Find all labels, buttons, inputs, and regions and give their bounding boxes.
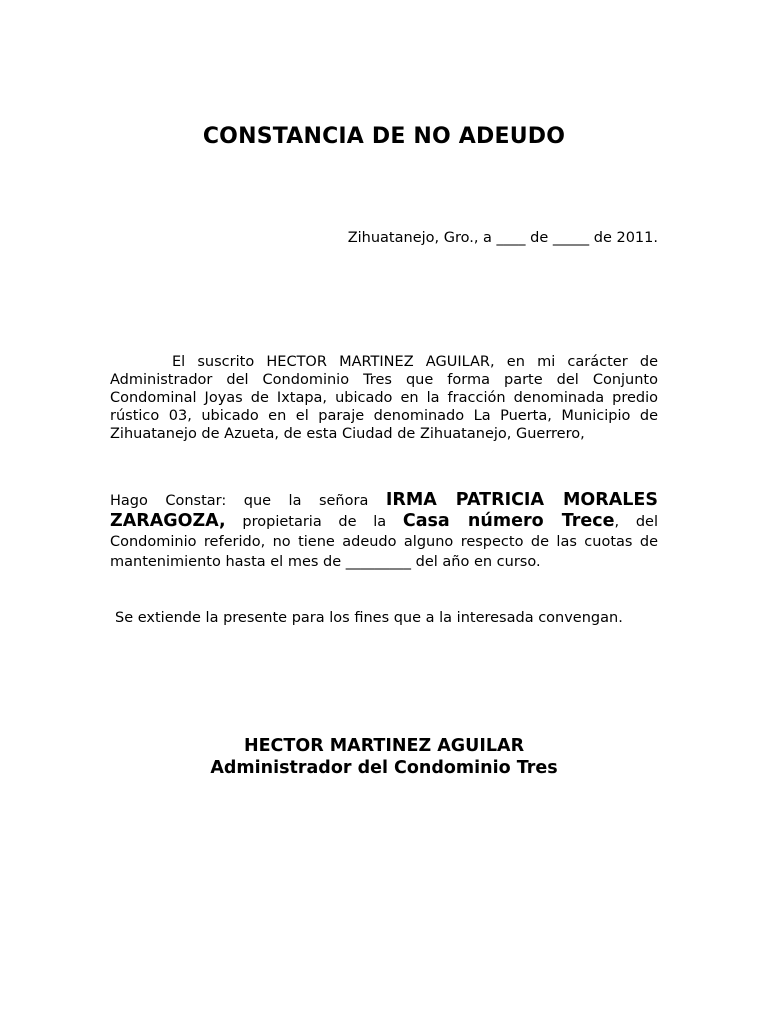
paragraph-closing: Se extiende la presente para los fines que a la interesada convengan. bbox=[115, 610, 623, 626]
paragraph-certification bbox=[110, 490, 658, 572]
signature-name: HECTOR MARTINEZ AGUILAR bbox=[243, 736, 525, 756]
dateline: Zihuatanejo, Gro., a ____ de _____ de 2011. bbox=[347, 230, 658, 246]
document-title: CONSTANCIA DE NO ADEUDO bbox=[202, 124, 566, 149]
signature-block bbox=[0, 735, 768, 779]
certification-lead: Hago Constar: que la señora bbox=[110, 493, 386, 509]
property-name: Casa número Trece bbox=[402, 511, 615, 531]
certification-tail: , del Condominio referido, no tiene adeudo alguno respecto de las cuotas de mantenimiento hasta el mes de _________ del año en curso. bbox=[110, 514, 658, 570]
paragraph-introduction: El suscrito HECTOR MARTINEZ AGUILAR, en mi carácter de Administrador del Condominio Tres que forma parte del Conjunto Condominal Joyas de Ixtapa, ubicado en la fracción denominada predio rústico 03, ubicado en el paraje denominado La Puerta, Municipio de Zihuatanejo de Azueta, de esta Ciudad de Zihuatanejo, Guerrero, bbox=[110, 354, 658, 442]
owner-name: IRMA PATRICIA MORALES ZARAGOZA, bbox=[110, 490, 658, 531]
signature-role: Administrador del Condominio Tres bbox=[210, 758, 558, 778]
certification-mid: propietaria de la bbox=[225, 514, 403, 530]
